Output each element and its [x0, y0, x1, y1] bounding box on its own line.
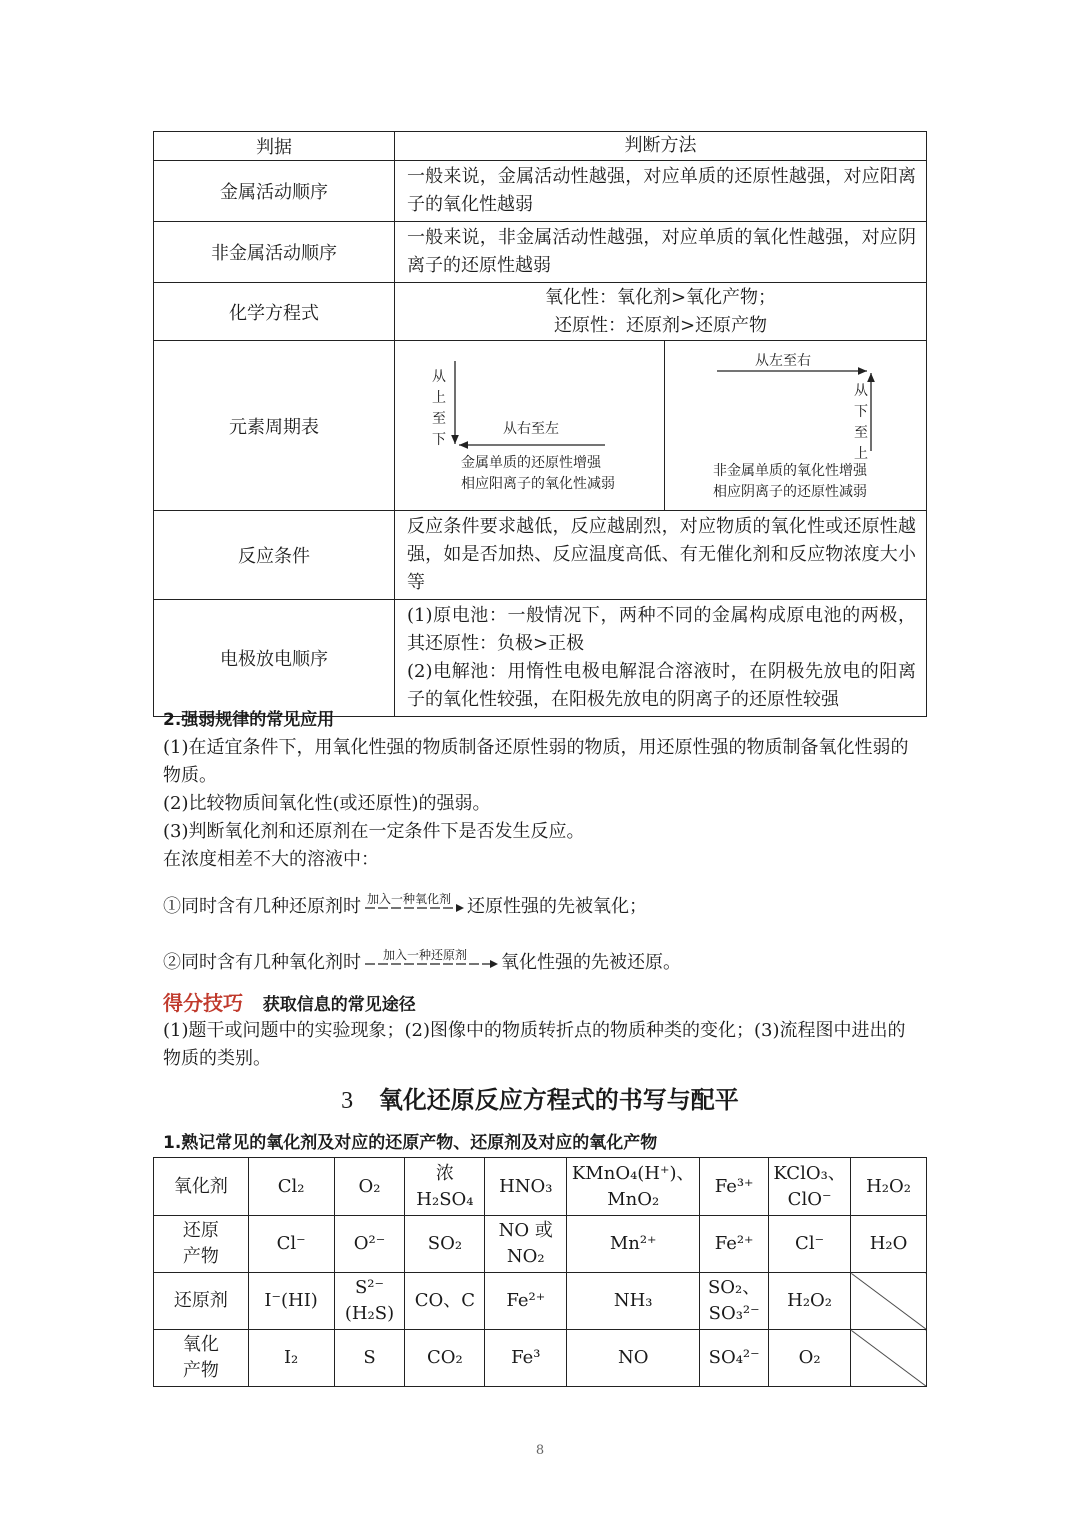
cell: NH₃: [567, 1273, 700, 1330]
row-criterion: 反应条件: [154, 511, 395, 600]
rule-2-post: 氧化性强的先被还原。: [501, 952, 681, 973]
rule-1: [163, 893, 923, 921]
section-3-number: 3: [341, 1088, 354, 1114]
rule-2-condition: 加入一种还原剂: [383, 948, 468, 962]
cell: HNO₃: [485, 1158, 567, 1216]
judgment-table: [153, 131, 927, 717]
cell: H₂O₂: [769, 1273, 851, 1330]
section-2-title: 2.强弱规律的常见应用: [163, 710, 335, 730]
cell: Mn²⁺: [567, 1216, 700, 1273]
header-method: 判断方法: [395, 132, 927, 161]
cell: O₂: [334, 1158, 405, 1216]
row-criterion: 电极放电顺序: [154, 600, 395, 717]
row-criterion: 非金属活动顺序: [154, 222, 395, 283]
cell: KClO₃、 ClO⁻: [769, 1158, 851, 1216]
cell: I₂: [248, 1330, 334, 1387]
empty-diagonal-cell: [851, 1330, 927, 1387]
row-method: [395, 283, 927, 341]
rule-1-pre: ①同时含有几种还原剂时: [163, 896, 361, 917]
right-vertical-label: 从下至上: [854, 383, 868, 462]
cell: Fe²⁺: [700, 1216, 769, 1273]
cell: KMnO₄(H⁺)、 MnO₂: [567, 1158, 700, 1216]
oxidation-rule: 氧化性：氧化剂>氧化产物；: [544, 286, 777, 308]
cell: H₂O: [851, 1216, 927, 1273]
cell: NO 或 NO₂: [485, 1216, 567, 1273]
row-method: 一般来说，金属活动性越强，对应单质的还原性越强，对应阳离子的氧化性越弱: [395, 161, 927, 222]
cell: SO₄²⁻: [700, 1330, 769, 1387]
right-horizontal-label: 从左至右: [755, 353, 811, 369]
empty-diagonal-cell: [851, 1273, 927, 1330]
section-2-p4: 在浓度相差不大的溶液中：: [163, 849, 379, 870]
page-number: 8: [535, 1443, 545, 1458]
section-2-p2: (2)比较物质间氧化性(或还原性)的强弱。: [163, 793, 491, 814]
rule-1-condition: 加入一种氧化剂: [367, 892, 452, 906]
row-label: 氧化剂: [154, 1158, 249, 1216]
row-criterion: 化学方程式: [154, 283, 395, 341]
galvanic-cell-rule: (1)原电池：一般情况下，两种不同的金属构成原电池的两极，其还原性：负极>正极: [407, 605, 916, 654]
left-note-1: 金属单质的还原性增强: [461, 455, 601, 471]
cell: S: [334, 1330, 405, 1387]
section-2-p3: (3)判断氧化剂和还原剂在一定条件下是否发生反应。: [163, 821, 585, 842]
cell: Cl₂: [248, 1158, 334, 1216]
periodic-table-cell: [395, 341, 927, 511]
rule-2: [163, 949, 923, 977]
row-label: 还原剂: [154, 1273, 249, 1330]
cell: SO₂、 SO₃²⁻: [700, 1273, 769, 1330]
tip-text: (1)题干或问题中的实验现象；(2)图像中的物质转折点的物质种类的变化；(3)流程图中进出的物质的类别。: [163, 1020, 906, 1069]
reduction-rule: 还原性：还原剂>还原产物: [553, 314, 768, 336]
cell: NO: [567, 1330, 700, 1387]
cell: I⁻(HI): [248, 1273, 334, 1330]
cell: SO₂: [405, 1216, 485, 1273]
redox-pairs-table: [153, 1157, 927, 1387]
cell: S²⁻ (H₂S): [334, 1273, 405, 1330]
rule-2-pre: ②同时含有几种氧化剂时: [163, 952, 361, 973]
cell: Cl⁻: [248, 1216, 334, 1273]
row-label: 还原 产物: [154, 1216, 249, 1273]
tip-heading: [163, 988, 923, 1020]
right-note-2: 相应阴离子的还原性减弱: [713, 484, 867, 500]
cell: O²⁻: [334, 1216, 405, 1273]
section-3-subtitle: 1.熟记常见的氧化剂及对应的还原产物、还原剂及对应的氧化产物: [163, 1133, 658, 1153]
row-method: 一般来说，非金属活动性越强，对应单质的氧化性越强，对应阴离子的还原性越弱: [395, 222, 927, 283]
right-note-1: 非金属单质的氧化性增强: [713, 463, 867, 479]
cell: Fe²⁺: [485, 1273, 567, 1330]
cell: CO₂: [405, 1330, 485, 1387]
cell: H₂O₂: [851, 1158, 927, 1216]
cell: CO、C: [405, 1273, 485, 1330]
cell: 浓 H₂SO₄: [405, 1158, 485, 1216]
row-label: 氧化 产物: [154, 1330, 249, 1387]
electrolytic-cell-rule: (2)电解池：用惰性电极电解混合溶液时，在阴极先放电的阳离子的氧化性较强，在阳极先放电的阴离子的还原性较强: [407, 661, 916, 710]
cell: Fe³⁺: [700, 1158, 769, 1216]
left-horizontal-label: 从右至左: [503, 421, 559, 437]
header-criterion: 判据: [154, 132, 395, 161]
tip-title: 获取信息的常见途径: [262, 995, 416, 1015]
row-method: [395, 600, 927, 717]
left-note-2: 相应阳离子的氧化性减弱: [461, 476, 615, 492]
row-method: 反应条件要求越低，反应越剧烈，对应物质的氧化性或还原性越强，如是否加热、反应温度高低、有无催化剂和反应物浓度大小等: [395, 511, 927, 600]
section-3-heading: [0, 1084, 1080, 1117]
rule-1-post: 还原性强的先被氧化；: [467, 896, 647, 917]
rule-1-arrow: [363, 893, 465, 921]
section-2-p1: (1)在适宜条件下，用氧化性强的物质制备还原性弱的物质，用还原性强的物质制备氧化性弱的物质。: [163, 737, 909, 786]
section-3-title: 氧化还原反应方程式的书写与配平: [378, 1086, 739, 1114]
rule-2-arrow: [363, 949, 499, 977]
left-vertical-label: 从上至下: [432, 369, 446, 448]
cell: Cl⁻: [769, 1216, 851, 1273]
tip-label: 得分技巧: [163, 991, 243, 1015]
cell: Fe³: [485, 1330, 567, 1387]
row-criterion: 金属活动顺序: [154, 161, 395, 222]
cell: O₂: [769, 1330, 851, 1387]
row-criterion: 元素周期表: [154, 341, 395, 511]
